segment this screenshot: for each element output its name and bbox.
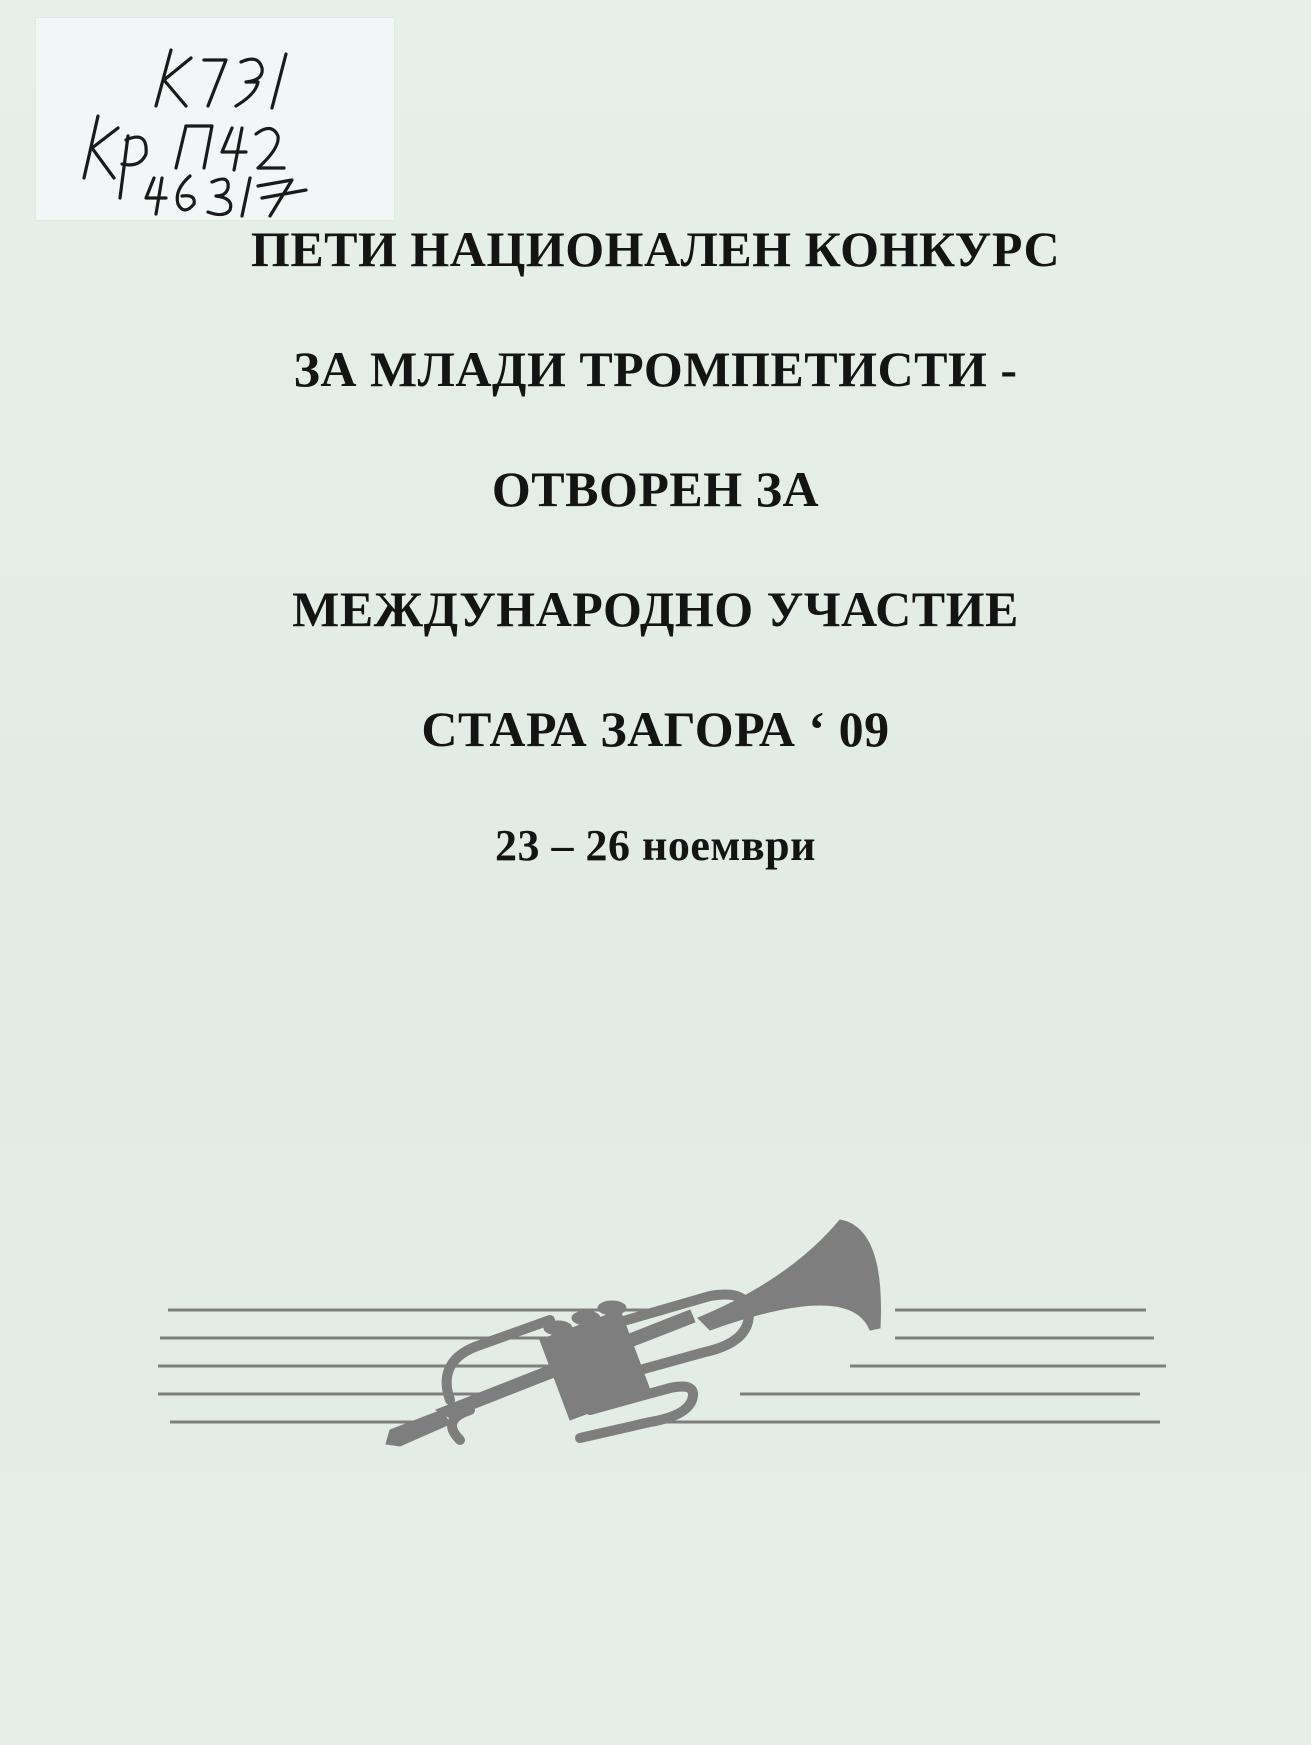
- title-line-1: ПЕТИ НАЦИОНАЛЕН КОНКУРС: [250, 221, 1061, 277]
- trumpet-on-staff-icon: [150, 1210, 1170, 1470]
- event-dates: 23 – 26 ноември: [495, 821, 816, 870]
- handwritten-call-number: [36, 18, 394, 220]
- library-shelf-label: [36, 18, 394, 220]
- title-line-2: ЗА МЛАДИ ТРОМПЕТИСТИ -: [293, 341, 1018, 397]
- title-line-4: МЕЖДУНАРОДНО УЧАСТИЕ: [292, 581, 1019, 637]
- title-line-5: СТАРА ЗАГОРА ‘ 09: [421, 701, 890, 757]
- title-line-3: ОТВОРЕН ЗА: [491, 461, 820, 517]
